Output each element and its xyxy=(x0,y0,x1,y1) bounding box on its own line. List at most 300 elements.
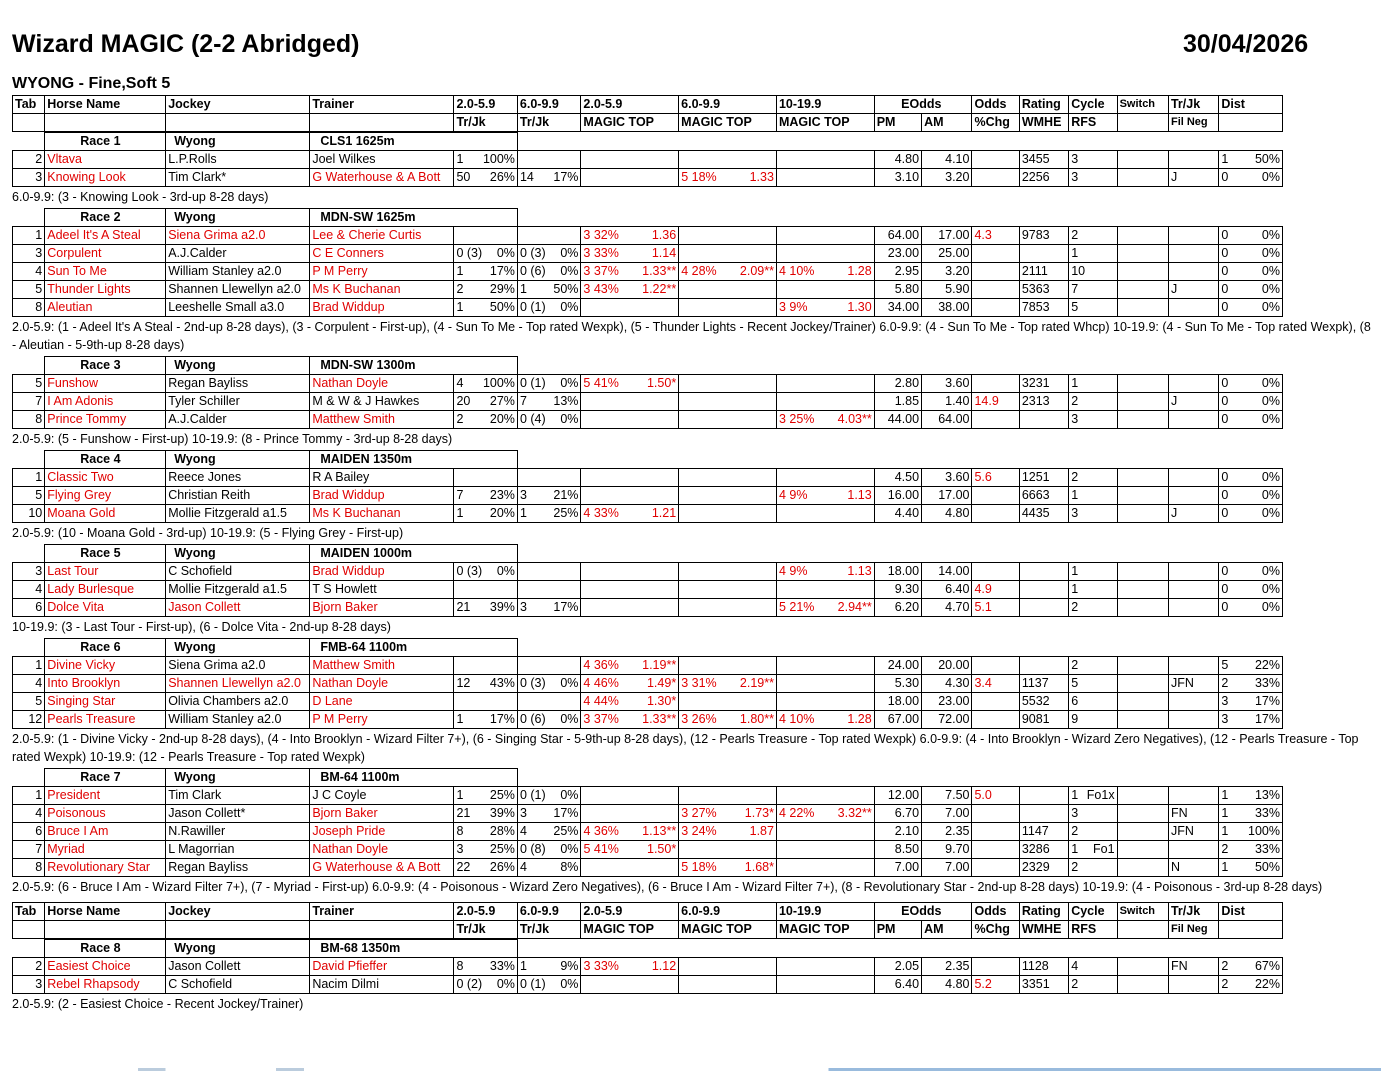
magic-10-19-right: 1.28 xyxy=(847,712,872,726)
tab-number: 3 xyxy=(13,169,45,187)
header-tr-jk: Tr/Jk xyxy=(1168,903,1218,921)
magic-10-19-right: 1.13 xyxy=(847,564,872,578)
header-10-19-9: 10-19.9 xyxy=(776,96,874,114)
race-venue: Wyong xyxy=(166,639,310,657)
runner-row xyxy=(13,859,1283,877)
jockey-name: Tim Clark* xyxy=(166,169,310,187)
trjk-6-9-right: 25% xyxy=(553,824,579,838)
trjk-filter xyxy=(1168,227,1218,245)
race-header-row xyxy=(13,639,1283,657)
cycle xyxy=(1069,841,1117,859)
eodds-am: 25.00 xyxy=(922,245,972,263)
magic-10-19 xyxy=(776,151,874,169)
dist-right: 0% xyxy=(1261,376,1280,390)
rating-wmhe: 2256 xyxy=(1019,169,1068,187)
subheader-cell: AM xyxy=(922,921,972,939)
trjk-filter xyxy=(1168,711,1218,729)
odds-change xyxy=(972,841,1019,859)
header-horse-name: Horse Name xyxy=(45,903,166,921)
trjk-2-5 xyxy=(454,411,518,429)
horse-name[interactable]: Pearls Treasure xyxy=(45,711,166,729)
trjk-6-9-left: 0 (6) xyxy=(519,712,546,726)
subheader-cell: MAGIC TOP xyxy=(581,921,679,939)
magic-6-9 xyxy=(679,227,777,245)
horse-name[interactable]: Singing Star xyxy=(45,693,166,711)
eodds-am: 3.20 xyxy=(922,169,972,187)
eodds-am: 2.35 xyxy=(922,823,972,841)
subheader-cell xyxy=(1117,114,1168,132)
cycle xyxy=(1069,469,1117,487)
dist-right: 0% xyxy=(1261,600,1280,614)
trainer-name: J C Coyle xyxy=(310,787,454,805)
race-note: 2.0-5.9: (1 - Divine Vicky - 2nd-up 8-28 days), (4 - Into Brooklyn - Wizard Filter 7+), (6 - Singing Star - 5-9th-up 8-28 days), (12 - Pearls Treasure - Top rated Wexpk) 6.0-9.9: (4 - Into Brooklyn - Wizard Zero Negatives), (12 - Pearls Treasure - Top rated Wexpk) 10-19.9: (12 - Pearls Treasure - Top rated Wexpk) xyxy=(12,732,1359,764)
eodds-pm: 7.00 xyxy=(874,859,921,877)
jockey-name: A.J.Calder xyxy=(166,411,310,429)
magic-2-5 xyxy=(581,169,679,187)
trjk-6-9-left: 0 (4) xyxy=(519,412,546,426)
trjk-filter xyxy=(1168,263,1218,281)
trainer-name: Bjorn Baker xyxy=(310,805,454,823)
dist xyxy=(1219,823,1283,841)
tab-number: 1 xyxy=(13,657,45,675)
horse-name[interactable]: Prince Tommy xyxy=(45,411,166,429)
trjk-2-5-left: 8 xyxy=(456,959,464,973)
runner-row xyxy=(13,505,1283,523)
odds-change xyxy=(972,693,1019,711)
dist-right: 17% xyxy=(1254,712,1280,726)
horse-name[interactable]: Bruce I Am xyxy=(45,823,166,841)
trjk-6-9 xyxy=(517,245,580,263)
magic-10-19 xyxy=(776,581,874,599)
magic-10-19-right: 3.32** xyxy=(837,806,872,820)
rating-wmhe xyxy=(1019,599,1068,617)
rfs-switch xyxy=(1117,169,1168,187)
eodds-pm: 67.00 xyxy=(874,711,921,729)
magic-6-9 xyxy=(679,299,777,317)
odds-change xyxy=(972,281,1019,299)
race-header-row xyxy=(13,133,1283,151)
dist-left: 3 xyxy=(1221,694,1229,708)
trjk-6-9-left: 1 xyxy=(519,506,527,520)
eodds-pm: 2.10 xyxy=(874,823,921,841)
dist-left: 3 xyxy=(1221,712,1229,726)
horse-name[interactable]: Moana Gold xyxy=(45,505,166,523)
horse-name[interactable]: Knowing Look xyxy=(45,169,166,187)
header-switch: Switch xyxy=(1117,96,1168,114)
dist xyxy=(1219,169,1283,187)
tab-number: 5 xyxy=(13,487,45,505)
trjk-6-9-left: 1 xyxy=(519,959,527,973)
magic-6-9-left: 3 27% xyxy=(681,806,717,820)
magic-6-9 xyxy=(679,859,777,877)
magic-6-9-right: 1.80** xyxy=(739,712,774,726)
magic-2-5 xyxy=(581,581,679,599)
subheader-cell: Fil Neg xyxy=(1168,114,1218,132)
trjk-2-5 xyxy=(454,693,518,711)
horse-name[interactable]: Poisonous xyxy=(45,805,166,823)
trjk-6-9-right: 0% xyxy=(560,676,579,690)
eodds-pm: 18.00 xyxy=(874,563,921,581)
header-row xyxy=(13,96,1283,114)
odds-change xyxy=(972,859,1019,877)
horse-name[interactable]: I Am Adonis xyxy=(45,393,166,411)
runner-row xyxy=(13,563,1283,581)
eodds-pm: 4.50 xyxy=(874,469,921,487)
trainer-name: Brad Widdup xyxy=(310,487,454,505)
jockey-name: Shannen Llewellyn a2.0 xyxy=(166,281,310,299)
rfs-switch xyxy=(1117,693,1168,711)
runner-row xyxy=(13,263,1283,281)
trjk-2-5-right: 50% xyxy=(489,300,515,314)
trjk-6-9-right: 8% xyxy=(560,860,579,874)
magic-2-5-left: 3 32% xyxy=(583,228,619,242)
trjk-2-5 xyxy=(454,805,518,823)
cycle-left: 1 xyxy=(1071,564,1079,578)
cycle-left: 3 xyxy=(1071,412,1079,426)
eodds-pm: 64.00 xyxy=(874,227,921,245)
trjk-6-9 xyxy=(517,805,581,823)
dist-right: 33% xyxy=(1254,842,1280,856)
dist-left: 0 xyxy=(1221,170,1229,184)
rfs-switch xyxy=(1117,805,1168,823)
header-row xyxy=(13,903,1283,921)
odds-change xyxy=(972,958,1019,976)
trainer-name: David Pfieffer xyxy=(310,958,454,976)
trjk-6-9 xyxy=(517,976,581,994)
horse-name[interactable]: Myriad xyxy=(45,841,166,859)
subheader-cell: RFS xyxy=(1069,921,1117,939)
dist-right: 0% xyxy=(1261,488,1280,502)
trainer-name: Nathan Doyle xyxy=(310,375,454,393)
trainer-name: G Waterhouse & A Bott xyxy=(310,169,454,187)
trjk-2-5 xyxy=(454,281,518,299)
horse-name[interactable]: Easiest Choice xyxy=(45,958,166,976)
dist xyxy=(1219,657,1283,675)
horse-name[interactable]: Corpulent xyxy=(45,245,166,263)
trjk-2-5-left: 3 xyxy=(456,842,464,856)
magic-2-5-right: 1.14 xyxy=(651,246,677,260)
dist xyxy=(1219,693,1283,711)
trjk-2-5-right: 20% xyxy=(489,412,515,426)
magic-10-19 xyxy=(776,227,874,245)
subheader-cell: MAGIC TOP xyxy=(776,114,874,132)
trjk-6-9 xyxy=(517,859,581,877)
dist xyxy=(1219,245,1283,263)
magic-2-5 xyxy=(581,281,679,299)
magic-2-5-left: 4 33% xyxy=(583,506,619,520)
jockey-name: Regan Bayliss xyxy=(166,859,310,877)
magic-2-5 xyxy=(581,823,679,841)
trainer-name: Bjorn Baker xyxy=(310,599,454,617)
trainer-name: Matthew Smith xyxy=(310,657,454,675)
trjk-2-5-left: 1 xyxy=(456,788,464,802)
cycle-left: 2 xyxy=(1071,860,1079,874)
rating-wmhe xyxy=(1019,787,1068,805)
dist-left: 2 xyxy=(1221,676,1229,690)
trjk-2-5-right: 43% xyxy=(489,676,515,690)
dist-right: 0% xyxy=(1261,412,1280,426)
race-class: BM-68 1350m xyxy=(310,940,518,958)
tab-number: 5 xyxy=(13,281,45,299)
odds-change xyxy=(972,245,1019,263)
trjk-2-5-left: 0 (3) xyxy=(456,246,483,260)
dist xyxy=(1219,711,1283,729)
dist xyxy=(1219,151,1283,169)
horse-name[interactable]: Adeel It's A Steal xyxy=(45,227,166,245)
eodds-pm: 3.10 xyxy=(874,169,921,187)
eodds-pm: 6.40 xyxy=(874,976,921,994)
header-2-0-5-9: 2.0-5.9 xyxy=(454,96,517,114)
header-tab: Tab xyxy=(13,903,45,921)
dist xyxy=(1219,599,1283,617)
magic-2-5 xyxy=(581,469,679,487)
cycle-left: 1 xyxy=(1071,788,1079,802)
runner-row xyxy=(13,657,1283,675)
race-table xyxy=(12,132,1283,187)
magic-10-19 xyxy=(776,657,874,675)
magic-2-5 xyxy=(581,657,679,675)
runner-row xyxy=(13,411,1283,429)
trjk-filter xyxy=(1168,599,1218,617)
trjk-6-9-right: 17% xyxy=(553,600,579,614)
dist xyxy=(1219,805,1283,823)
trjk-2-5-right: 0% xyxy=(496,246,515,260)
magic-6-9 xyxy=(679,487,777,505)
subheader-cell: Fil Neg xyxy=(1168,921,1218,939)
race-number: Race 5 xyxy=(45,545,166,563)
trjk-6-9 xyxy=(517,787,581,805)
subheader-cell: %Chg xyxy=(972,921,1019,939)
runner-row xyxy=(13,375,1283,393)
dist-left: 0 xyxy=(1221,300,1229,314)
magic-6-9 xyxy=(679,505,777,523)
trjk-filter: J xyxy=(1168,281,1218,299)
eodds-pm: 44.00 xyxy=(874,411,921,429)
rating-wmhe: 3455 xyxy=(1019,151,1068,169)
magic-2-5-right: 1.22** xyxy=(642,282,677,296)
subheader-cell: Tr/Jk xyxy=(454,921,517,939)
header-dist: Dist xyxy=(1219,903,1283,921)
race-note: 2.0-5.9: (2 - Easiest Choice - Recent Jockey/Trainer) xyxy=(12,997,304,1011)
jockey-name: Jason Collett xyxy=(166,958,310,976)
horse-name[interactable]: Last Tour xyxy=(45,563,166,581)
dist-left: 0 xyxy=(1221,412,1229,426)
magic-10-19-left: 3 9% xyxy=(778,300,808,314)
horse-name[interactable]: President xyxy=(45,787,166,805)
column-header-table xyxy=(12,902,1283,939)
trjk-6-9 xyxy=(517,227,580,245)
rating-wmhe: 9783 xyxy=(1019,227,1068,245)
trjk-6-9-left: 4 xyxy=(519,860,527,874)
runner-row xyxy=(13,787,1283,805)
cycle-left: 6 xyxy=(1071,694,1079,708)
magic-2-5 xyxy=(581,563,679,581)
trjk-2-5-right: 26% xyxy=(489,170,515,184)
magic-2-5 xyxy=(581,599,679,617)
jockey-name: Tyler Schiller xyxy=(166,393,310,411)
magic-10-19 xyxy=(776,711,874,729)
dist xyxy=(1219,841,1283,859)
dist-right: 0% xyxy=(1261,282,1280,296)
rfs-switch xyxy=(1117,711,1168,729)
horse-name[interactable]: Thunder Lights xyxy=(45,281,166,299)
eodds-am: 64.00 xyxy=(922,411,972,429)
magic-6-9 xyxy=(679,841,777,859)
trainer-name: Joseph Pride xyxy=(310,823,454,841)
eodds-pm: 9.30 xyxy=(874,581,921,599)
runner-row xyxy=(13,245,1283,263)
horse-name[interactable]: Classic Two xyxy=(45,469,166,487)
magic-6-9 xyxy=(679,563,777,581)
odds-change xyxy=(972,805,1019,823)
header-horse-name: Horse Name xyxy=(45,96,166,114)
subheader-cell: PM xyxy=(874,921,921,939)
header-trainer: Trainer xyxy=(310,903,454,921)
cycle xyxy=(1069,675,1117,693)
tab-number: 12 xyxy=(13,711,45,729)
horse-name[interactable]: Divine Vicky xyxy=(45,657,166,675)
rating-wmhe: 2313 xyxy=(1019,393,1068,411)
eodds-pm: 5.80 xyxy=(874,281,921,299)
cycle-left: 1 xyxy=(1071,488,1079,502)
trainer-name: Nacim Dilmi xyxy=(310,976,454,994)
dist-right: 67% xyxy=(1254,959,1280,973)
horse-name[interactable]: Flying Grey xyxy=(45,487,166,505)
trjk-2-5 xyxy=(454,787,518,805)
trjk-6-9-right: 50% xyxy=(553,282,579,296)
eodds-am: 7.00 xyxy=(922,805,972,823)
trjk-filter xyxy=(1168,581,1218,599)
dist xyxy=(1219,299,1283,317)
trjk-filter: J xyxy=(1168,169,1218,187)
magic-10-19 xyxy=(776,599,874,617)
trjk-filter xyxy=(1168,151,1218,169)
magic-6-9 xyxy=(679,675,777,693)
magic-2-5-right: 1.19** xyxy=(642,658,677,672)
eodds-pm: 6.20 xyxy=(874,599,921,617)
trjk-2-5 xyxy=(454,958,518,976)
magic-2-5 xyxy=(581,976,679,994)
cycle-left: 9 xyxy=(1071,712,1079,726)
dist xyxy=(1219,411,1283,429)
eodds-am: 17.00 xyxy=(922,487,972,505)
trjk-6-9-left: 14 xyxy=(519,170,534,184)
eodds-am: 1.40 xyxy=(922,393,972,411)
trjk-6-9 xyxy=(517,675,580,693)
header-6-0-9-9: 6.0-9.9 xyxy=(517,903,580,921)
magic-10-19-right: 1.28 xyxy=(847,264,872,278)
trjk-2-5 xyxy=(454,563,518,581)
trjk-2-5-left: 0 (2) xyxy=(456,977,483,991)
trjk-filter: FN xyxy=(1168,805,1218,823)
runner-row xyxy=(13,958,1283,976)
rating-wmhe: 1128 xyxy=(1019,958,1068,976)
odds-change xyxy=(972,299,1019,317)
dist-left: 0 xyxy=(1221,228,1229,242)
trjk-2-5 xyxy=(454,657,518,675)
magic-10-19 xyxy=(776,805,874,823)
rfs-switch xyxy=(1117,151,1168,169)
magic-6-9-right: 1.33 xyxy=(749,170,774,184)
horse-name[interactable]: Lady Burlesque xyxy=(45,581,166,599)
header-cycle: Cycle xyxy=(1069,903,1117,921)
rating-wmhe: 5363 xyxy=(1019,281,1068,299)
race-number: Race 6 xyxy=(45,639,166,657)
horse-name[interactable]: Dolce Vita xyxy=(45,599,166,617)
subheader-cell xyxy=(1219,921,1283,939)
dist-left: 5 xyxy=(1221,658,1229,672)
horse-name[interactable]: Revolutionary Star xyxy=(45,859,166,877)
rating-wmhe: 6663 xyxy=(1019,487,1068,505)
trjk-6-9 xyxy=(517,581,580,599)
dist-right: 0% xyxy=(1261,582,1280,596)
odds-change: 5.6 xyxy=(972,469,1019,487)
horse-name[interactable]: Funshow xyxy=(45,375,166,393)
race-note: 2.0-5.9: (1 - Adeel It's A Steal - 2nd-up 8-28 days), (3 - Corpulent - First-up), (4 - Sun To Me - Top rated Wexpk), (5 - Thunder Lights - Recent Jockey/Trainer) 6.0-9.9: (4 - Sun To Me - Top rated Whcp) 10-19.9: (4 - Sun To Me - Top rated Wexpk), (8 - Aleutian - 5-9th-up 8-28 days) xyxy=(12,320,1371,352)
cycle-left: 1 xyxy=(1071,582,1079,596)
subheader-cell: Tr/Jk xyxy=(517,114,580,132)
subheader-cell xyxy=(1117,921,1168,939)
rating-wmhe xyxy=(1019,581,1068,599)
horse-name[interactable]: Into Brooklyn xyxy=(45,675,166,693)
horse-name[interactable]: Sun To Me xyxy=(45,263,166,281)
trjk-2-5 xyxy=(454,169,518,187)
trjk-2-5-right: 29% xyxy=(489,282,515,296)
horse-name[interactable]: Vltava xyxy=(45,151,166,169)
eodds-pm: 12.00 xyxy=(874,787,921,805)
rating-wmhe: 3231 xyxy=(1019,375,1068,393)
magic-10-19 xyxy=(776,563,874,581)
trjk-2-5 xyxy=(454,299,518,317)
cycle xyxy=(1069,151,1117,169)
magic-6-9-left: 3 26% xyxy=(681,712,717,726)
race-header-row xyxy=(13,357,1283,375)
magic-6-9 xyxy=(679,976,777,994)
trjk-2-5 xyxy=(454,469,518,487)
cycle xyxy=(1069,599,1117,617)
trjk-2-5 xyxy=(454,375,518,393)
dist xyxy=(1219,958,1283,976)
horse-name[interactable]: Aleutian xyxy=(45,299,166,317)
trjk-2-5-right: 0% xyxy=(496,564,515,578)
eodds-am: 17.00 xyxy=(922,227,972,245)
tab-number: 4 xyxy=(13,263,45,281)
runner-row xyxy=(13,693,1283,711)
horse-name[interactable]: Rebel Rhapsody xyxy=(45,976,166,994)
dist-right: 0% xyxy=(1261,564,1280,578)
cycle-left: 4 xyxy=(1071,959,1079,973)
trjk-6-9-right: 21% xyxy=(553,488,579,502)
rfs-switch xyxy=(1117,505,1168,523)
jockey-name: Mollie Fitzgerald a1.5 xyxy=(166,505,310,523)
magic-10-19 xyxy=(776,859,874,877)
race-venue: Wyong xyxy=(166,357,310,375)
magic-6-9-left: 3 31% xyxy=(681,676,717,690)
trjk-2-5-left: 8 xyxy=(456,824,464,838)
magic-6-9 xyxy=(679,469,777,487)
rating-wmhe xyxy=(1019,411,1068,429)
header-jockey: Jockey xyxy=(166,96,310,114)
odds-change: 4.9 xyxy=(972,581,1019,599)
rating-wmhe: 3351 xyxy=(1019,976,1068,994)
trjk-6-9-left: 0 (6) xyxy=(519,264,546,278)
trjk-2-5-right: 23% xyxy=(489,488,515,502)
tab-number: 6 xyxy=(13,823,45,841)
dist xyxy=(1219,859,1283,877)
magic-2-5 xyxy=(581,487,679,505)
race-venue: Wyong xyxy=(166,209,310,227)
trjk-2-5 xyxy=(454,859,518,877)
